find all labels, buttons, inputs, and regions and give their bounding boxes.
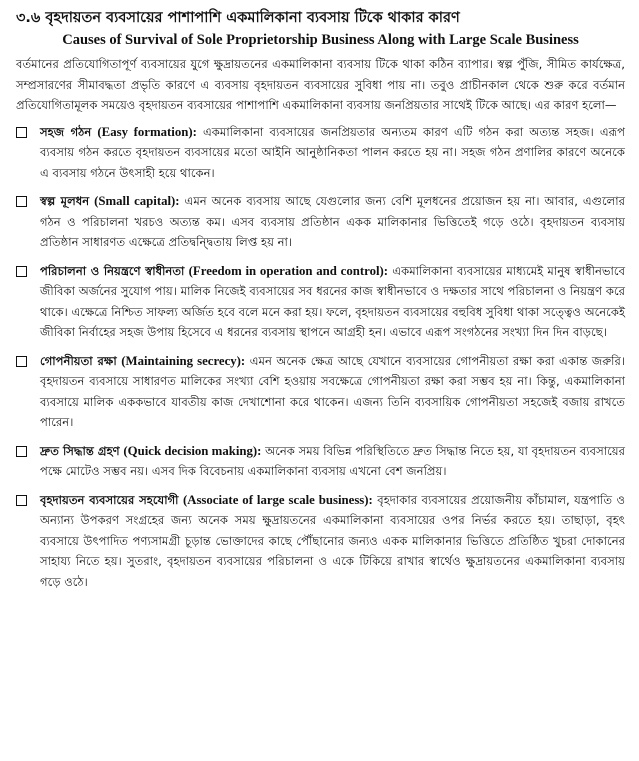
point-english-heading: (Freedom in operation and control): — [188, 263, 389, 278]
point-freedom-operation — [16, 261, 625, 343]
checkbox-bullet-icon — [16, 127, 27, 138]
point-maintaining-secrecy — [16, 351, 625, 433]
point-english-heading: (Small capital): — [94, 194, 180, 208]
point-text: একমালিকানা ব্যবসায়ের জনপ্রিয়তার অন্যতম কারণ এটি গঠন করা অত্যন্ত সহজ। এরূপ ব্যবসায় গঠন করতে বৃহদায়তন ব্যবসায়ের মতো আইনি আনুষ্ঠানিকতা পালন করতে হয় না। সহজ গঠন প্রণালির কারণে অনেকে এ ব্যবসায় গঠনে উৎসাহী হয়ে থাকেন। — [40, 124, 625, 180]
point-heading: স্বল্প মূলধন — [40, 194, 90, 208]
section-english-title: Causes of Survival of Sole Proprietorship Business Along with Large Scale Business — [62, 32, 579, 48]
checkbox-bullet-icon — [16, 495, 27, 506]
checkbox-bullet-icon — [16, 356, 27, 367]
point-small-capital — [16, 191, 625, 253]
checkbox-bullet-icon — [16, 446, 27, 457]
point-text: অনেক সময় বিভিন্ন পরিস্থিতিতে দ্রুত সিদ্ধান্ত নিতে হয়, যা বৃহদায়তন ব্যবসায়ের পক্ষে মোটেও সম্ভব নয়। এসব দিক বিবেচনায় একমালিকানা ব্যবসায় এখনো বেশ জনপ্রিয়। — [40, 443, 625, 478]
point-text: এমন অনেক ক্ষেত্র আছে যেখানে ব্যবসায়ের গোপনীয়তা রক্ষা করা একান্ত জরুরি। বৃহদায়তন ব্যবসায়ে সাধারণত মালিকের সংখ্যা বেশি হওয়ায় সবক্ষেত্রে গোপনীয়তা রক্ষা করা সম্ভব হয় না। কিন্তু, একমালিকানা ব্যবসায়ে মালিক এককভাবে যাবতীয় কাজ দেখাশোনা করে থাকেন। এজন্য তিনি ব্যবসায়িক গোপনীয়তা সহজেই বজায় রাখতে পারেন। — [40, 353, 625, 429]
point-text: বৃহদাকার ব্যবসায়ের প্রয়োজনীয় কাঁচামাল, যন্ত্রপাতি ও অন্যান্য উপকরণ সংগ্রহের জন্য অনেক সময় ক্ষুদ্রায়তনের একমালিকানা ব্যবসায়ের ওপর নির্ভর করতে হয়। তাছাড়া, বৃহৎ ব্যবসায়ে উৎপাদিত পণ্যসামগ্রী চূড়ান্ত ভোক্তাদের কাছে পৌঁছানোর জন্যও একক মালিকানার ভিত্তিতে প্রতিষ্ঠিত খুচরা দোকানের সাহায্য নিতে হয়। সুতরাং, বৃহদায়তন ব্যবসায়ের পরিচালনা ও একে টিকিয়ে রাখার স্বার্থেও ক্ষুদ্রায়তনের একমালিকানা ব্যবসায় গড়ে ওঠে। — [40, 492, 626, 589]
point-quick-decision — [16, 441, 625, 482]
point-associate-large-business — [16, 490, 625, 593]
point-heading: সহজ গঠন — [40, 124, 92, 139]
point-heading: পরিচালনা ও নিয়ন্ত্রণে স্বাধীনতা — [40, 263, 185, 278]
section-title: ৩.৬ বৃহদায়তন ব্যবসায়ের পাশাপাশি একমালিকানা ব্যবসায় টিকে থাকার কারণ — [16, 10, 460, 26]
point-text: একমালিকানা ব্যবসায়ের মাধ্যমেই মানুষ স্বাধীনভাবে জীবিকা অর্জনের সুযোগ পায়। মালিক নিজেই ব্যবসায়ের সব ধরনের কাজ স্বাধীনভাবে ও দক্ষতার সাথে পরিচালনা ও নিয়ন্ত্রণ করে থাকে। এক্ষেত্রে নিশ্চিত সাফল্য অর্জিত হবে বলে মনে করা হয়। ফলে, বৃহদায়তন ব্যবসায়ের বহুবিধ সুবিধা থাকা সত্ত্বেও অনেকেই জীবিকা নির্বাহের সহজ উপায় হিসেবে এ ধরনের ব্যবসায় স্থাপনে আগ্রহী হন। এভাবে এরূপ সংগঠনের সংখ্যা দিন দিন বাড়ছে। — [40, 263, 626, 339]
checkbox-bullet-icon — [16, 196, 27, 207]
checkbox-bullet-icon — [16, 266, 27, 277]
point-text: এমন অনেক ব্যবসায় আছে যেগুলোর জন্য বেশি মূলধনের প্রয়োজন হয় না। আবার, এগুলোর গঠন ও পরিচালনা খরচও অত্যন্ত কম। এসব ব্যবসায় প্রতিষ্ঠান একক মালিকানার ভিত্তিতেই গড়ে ওঠে। বৃহদায়তন ব্যবসায় প্রতিষ্ঠান সাধারণত এক্ষেত্রে প্রতিদ্বন্দ্বিতায় লিপ্ত হয় না। — [40, 194, 625, 249]
point-heading: গোপনীয়তা রক্ষা — [40, 353, 117, 368]
point-english-heading: (Quick decision making): — [123, 443, 262, 458]
point-heading: বৃহদায়তন ব্যবসায়ের সহযোগী — [40, 492, 179, 507]
point-english-heading: (Easy formation): — [97, 124, 197, 139]
point-heading: দ্রুত সিদ্ধান্ত গ্রহণ — [40, 443, 120, 458]
point-english-heading: (Associate of large scale business): — [182, 492, 373, 507]
intro-paragraph: বর্তমানের প্রতিযোগিতাপূর্ণ ব্যবসায়ের যুগে ক্ষুদ্রায়তনের একমালিকানা ব্যবসায় টিকে থাকা কঠিন ব্যাপার। স্বল্প পুঁজি, সীমিত কার্যক্ষেত্র, সম্প্রসারণের সীমাবদ্ধতা প্রভৃতি কারণে এ ব্যবসায় বৃহদায়তন ব্যবসায়ের সুবিধা পায় না। তবুও প্রাচীনকাল থেকে শুরু করে বর্তমান প্রতিযোগিতামূলক সময়েও বৃহদায়তন ব্যবসায়ের পাশাপাশি একমালিকানা ব্যবসায় জনপ্রিয়তার সাথেই টিকে আছে। এর কারণ হলো— — [16, 57, 625, 112]
point-english-heading: (Maintaining secrecy): — [121, 353, 246, 368]
point-easy-formation — [16, 122, 625, 184]
